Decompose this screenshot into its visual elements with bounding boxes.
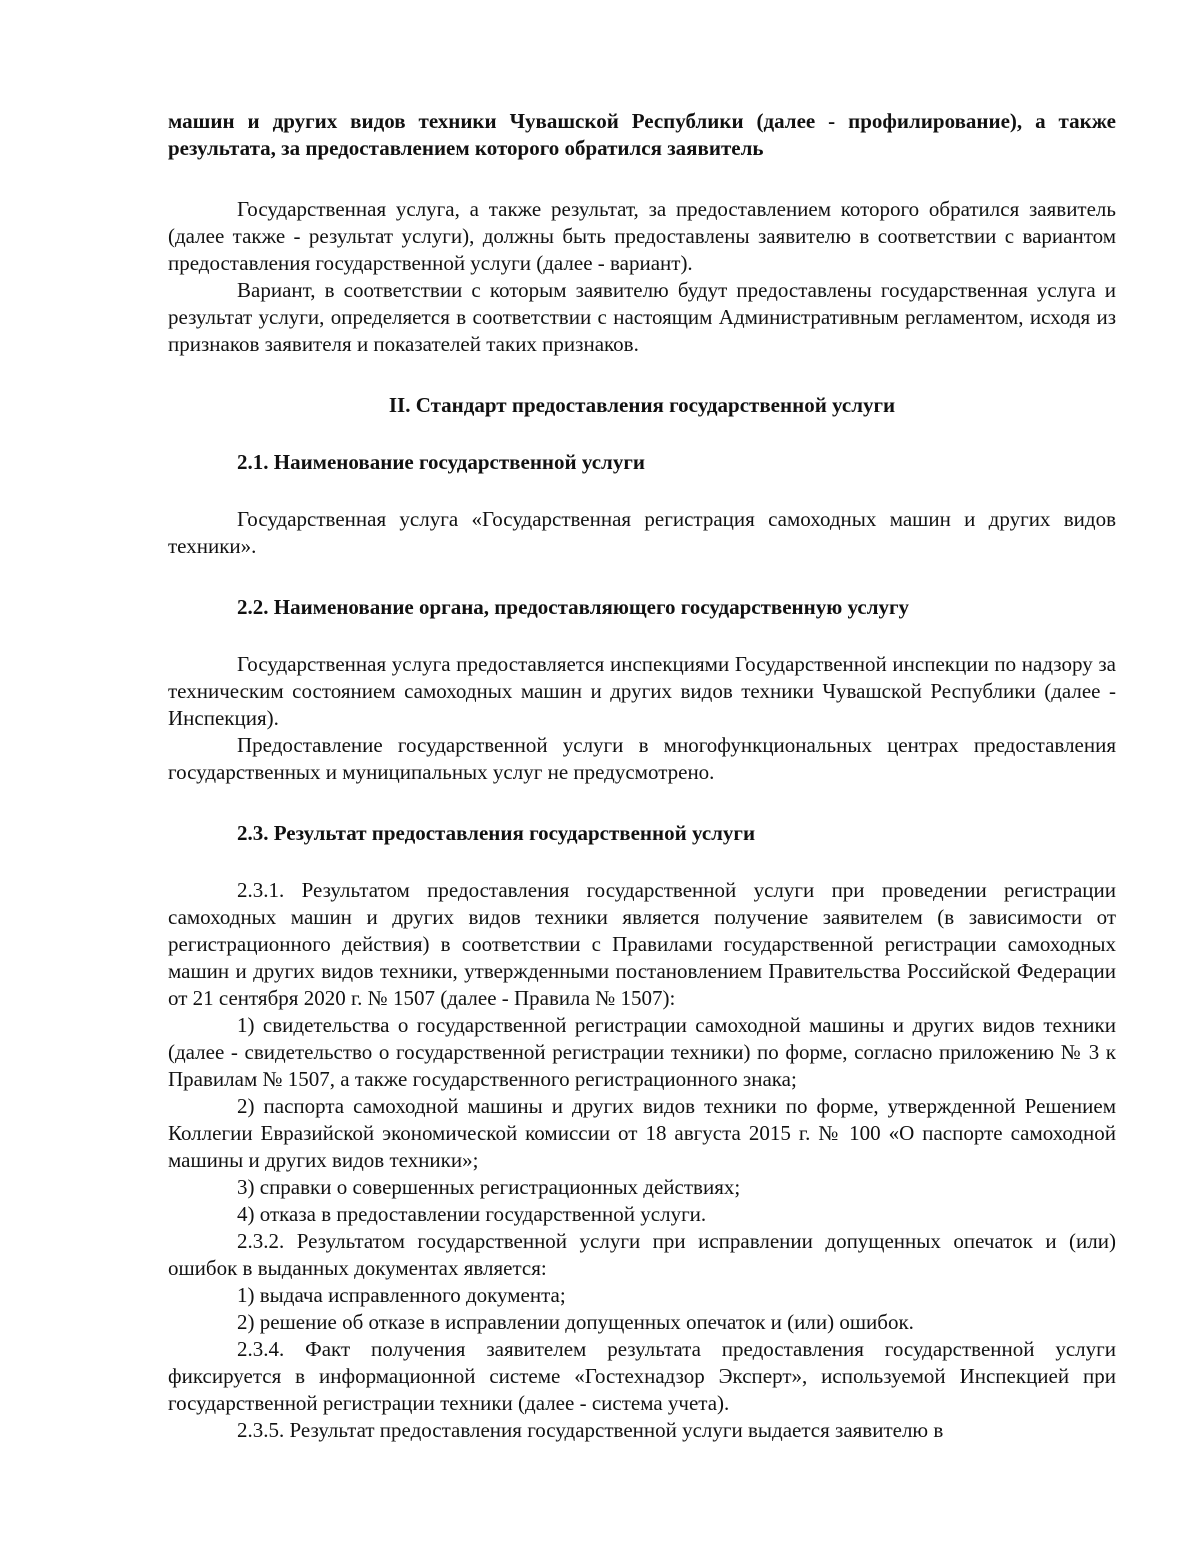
- paragraph-2-3-5: 4) отказа в предоставлении государственной услуги.: [237, 1202, 707, 1226]
- paragraph-2-3-9: 2.3.4. Факт получения заявителем результата предоставления государственной услуги фиксируется в информационной системе «Гостехнадзор Эксперт», используемой Инспекцией при государственной регистрации техники (далее - система учета).: [168, 1337, 1116, 1415]
- paragraph-2-3-7: 1) выдача исправленного документа;: [237, 1283, 566, 1307]
- paragraph-2-2-1: Государственная услуга предоставляется инспекциями Государственной инспекции по надзору за техническим состоянием самоходных машин и других видов техники Чувашской Республики (далее - Инспекция).: [168, 652, 1116, 730]
- intro-paragraph-2: Вариант, в соответствии с которым заявителю будут предоставлены государственная услуга и результат услуги, определяется в соответствии с настоящим Административным регламентом, исходя из признаков заявителя и показателей таких признаков.: [168, 278, 1116, 356]
- paragraph-2-3-4: 3) справки о совершенных регистрационных действиях;: [237, 1175, 741, 1199]
- paragraph-2-3-1: 2.3.1. Результатом предоставления государственной услуги при проведении регистрации самоходных машин и других видов техники является получение заявителем (в зависимости от регистрационного действия) в соответствии с Правилами государственной регистрации самоходных машин и других видов техники, утвержденными постановлением Правительства Российской Федерации от 21 сентября 2020 г. № 1507 (далее - Правила № 1507):: [168, 878, 1116, 1010]
- paragraph-2-3-2: 1) свидетельства о государственной регистрации самоходной машины и других видов техники (далее - свидетельство о государственной регистрации техники) по форме, согласно приложению № 3 к Правилам № 1507, а также государственного регистрационного знака;: [168, 1013, 1116, 1091]
- intro-paragraph-1: Государственная услуга, а также результат, за предоставлением которого обратился заявитель (далее также - результат услуги), должны быть предоставлены заявителю в соответствии с вариантом предоставления государственной услуги (далее - вариант).: [168, 197, 1116, 275]
- paragraph-2-2-2: Предоставление государственной услуги в многофункциональных центрах предоставления государственных и муниципальных услуг не предусмотрено.: [168, 733, 1116, 784]
- subsection-body-2-1: [168, 506, 1116, 560]
- subsection-heading-2-2: 2.2. Наименование органа, предоставляющего государственную услугу: [237, 595, 910, 619]
- paragraph-2-3-8: 2) решение об отказе в исправлении допущенных опечаток и (или) ошибок.: [237, 1310, 914, 1334]
- intro-body: [168, 196, 1116, 358]
- paragraph-2-3-3: 2) паспорта самоходной машины и других видов техники по форме, утвержденной Решением Коллегии Евразийской экономической комиссии от 18 августа 2015 г. № 100 «О паспорте самоходной машины и других видов техники»;: [168, 1094, 1116, 1172]
- subsection-heading-2-1: 2.1. Наименование государственной услуги: [237, 450, 645, 474]
- subsection-heading-2-3: 2.3. Результат предоставления государственной услуги: [237, 821, 756, 845]
- paragraph-2-3-10: 2.3.5. Результат предоставления государственной услуги выдается заявителю в: [237, 1418, 944, 1442]
- paragraph-2-1-1: Государственная услуга «Государственная регистрация самоходных машин и других видов техники».: [168, 507, 1116, 558]
- subsection-body-2-3: [168, 877, 1116, 1444]
- section-title: II. Стандарт предоставления государственной услуги: [388, 393, 896, 417]
- subsection-body-2-2: [168, 651, 1116, 786]
- intro-heading: машин и других видов техники Чувашской Республики (далее - профилирование), а также результата, за предоставлением которого обратился заявитель: [168, 109, 1116, 160]
- paragraph-2-3-6: 2.3.2. Результатом государственной услуги при исправлении допущенных опечаток и (или) ошибок в выданных документах является:: [168, 1229, 1116, 1280]
